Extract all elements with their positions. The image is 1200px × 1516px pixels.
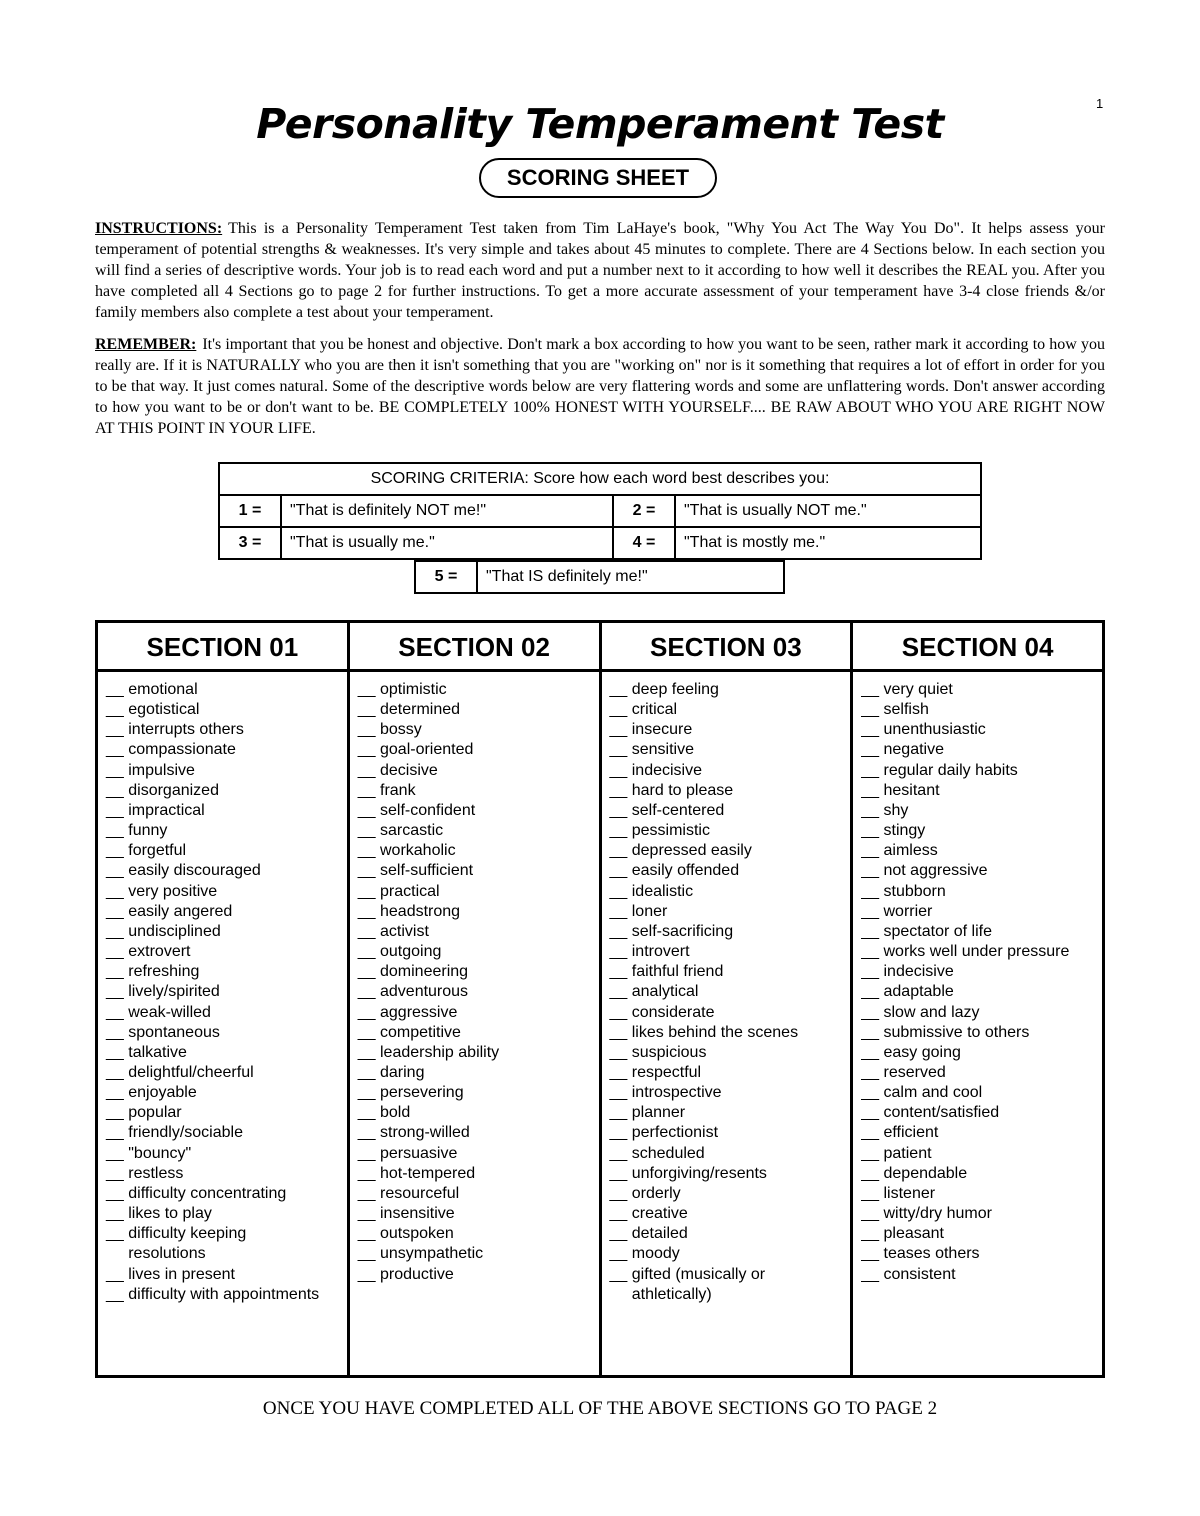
word-item: __ reserved <box>861 1063 946 1081</box>
word-item: __ forgetful <box>106 842 187 860</box>
word-item: __ aimless <box>861 842 938 860</box>
word-item: __ difficulty concentrating <box>106 1184 287 1202</box>
word-item: __ not aggressive <box>861 862 988 880</box>
word-item: __ practical <box>357 882 440 900</box>
criteria-row-1 <box>218 494 614 528</box>
word-item: __ optimistic <box>357 681 447 698</box>
word-item: __ decisive <box>357 761 438 779</box>
word-item: __ unforgiving/resents <box>609 1164 767 1182</box>
word-item: __ indecisive <box>861 963 954 981</box>
sections-table <box>95 620 1105 1378</box>
section-word-list <box>350 672 599 1285</box>
instructions-text: This is a Personality Temperament Test taken from Tim LaHaye's book, "Why You Act The Way You Do". It helps assess your temperament of potential strengths & weaknesses. It's very simple and takes about 45 minutes to complete. There are 4 Sections below. In each section you will find a series of descriptive words. Your job is to read each word and put a number next to it according to how well it describes the REAL you. After you have completed all 4 Sections go to page 2 for further instructions. To get a more accurate assessment of your temperament have 3-4 close friends &/or family members also complete a test about your temperament. <box>95 220 1105 321</box>
word-item: __ delightful/cheerful <box>106 1063 254 1081</box>
word-item: __ easily offended <box>609 862 740 880</box>
criteria-desc: "That IS definitely me!" <box>486 568 648 585</box>
word-item: __ goal-oriented <box>357 741 474 759</box>
word-item: __ deep feeling <box>609 681 719 698</box>
word-item: __ resourceful <box>357 1184 460 1202</box>
word-item: __ funny <box>106 822 168 840</box>
section-word-list <box>853 672 1102 1285</box>
criteria-desc: "That is definitely NOT me!" <box>290 502 487 519</box>
word-item: __ pessimistic <box>609 822 710 840</box>
word-item: __ self-sacrificing <box>609 922 734 940</box>
section-column <box>98 623 350 1375</box>
word-item: __ strong-willed <box>357 1124 470 1142</box>
word-item: __ content/satisfied <box>861 1104 1000 1122</box>
word-item: athletically) <box>609 1285 712 1303</box>
word-item: __ patient <box>861 1144 932 1162</box>
criteria-row-3 <box>218 526 614 560</box>
word-item: __ spectator of life <box>861 922 992 940</box>
word-item: __ respectful <box>609 1063 702 1081</box>
word-item: __ compassionate <box>106 741 236 759</box>
word-item: __ depressed easily <box>609 842 752 860</box>
criteria-desc: "That is usually me." <box>290 534 435 551</box>
word-item: __ lives in present <box>106 1265 235 1283</box>
word-item: __ hard to please <box>609 781 734 799</box>
section-title: SECTION 04 <box>853 623 1102 672</box>
word-item: __ enjoyable <box>106 1084 197 1102</box>
word-item: __ competitive <box>357 1023 461 1041</box>
page-number: 1 <box>1096 96 1104 111</box>
word-item: __ detailed <box>609 1225 688 1243</box>
word-item: __ easily angered <box>106 902 233 920</box>
word-item: __ stingy <box>861 822 926 840</box>
criteria-num: 3 = <box>220 528 282 558</box>
word-item: __ unsympathetic <box>357 1245 484 1263</box>
word-item: __ submissive to others <box>861 1023 1030 1041</box>
section-title: SECTION 02 <box>350 623 599 672</box>
word-item: __ hot-tempered <box>357 1164 476 1182</box>
word-item: __ moody <box>609 1245 680 1263</box>
page-title: Personality Temperament Test <box>256 100 944 148</box>
word-item: __ outspoken <box>357 1225 454 1243</box>
word-item: __ loner <box>609 902 668 920</box>
word-item: __ impulsive <box>106 761 195 779</box>
word-item: __ restless <box>106 1164 184 1182</box>
word-item: __ persevering <box>357 1084 464 1102</box>
word-item: __ planner <box>609 1104 686 1122</box>
word-item: __ likes to play <box>106 1205 212 1223</box>
word-item: __ regular daily habits <box>861 761 1018 779</box>
word-item: __ analytical <box>609 983 699 1001</box>
word-item: __ insensitive <box>357 1205 455 1223</box>
word-item: __ witty/dry humor <box>861 1205 992 1223</box>
word-item: __ dependable <box>861 1164 968 1182</box>
word-item: __ spontaneous <box>106 1023 220 1041</box>
section-title: SECTION 01 <box>98 623 347 672</box>
word-item: __ suspicious <box>609 1043 707 1061</box>
footer-instruction: ONCE YOU HAVE COMPLETED ALL OF THE ABOVE SECTIONS GO TO PAGE 2 <box>262 1398 938 1419</box>
word-item: __ insecure <box>609 721 693 739</box>
section-title: SECTION 03 <box>602 623 851 672</box>
word-item: __ calm and cool <box>861 1084 983 1102</box>
word-item: __ selfish <box>861 701 929 719</box>
section-column <box>853 623 1102 1375</box>
criteria-desc: "That is usually NOT me." <box>684 502 867 519</box>
word-item: resolutions <box>106 1245 206 1263</box>
word-item: __ idealistic <box>609 882 694 900</box>
criteria-row-2 <box>612 494 982 528</box>
word-item: __ refreshing <box>106 963 200 981</box>
word-item: __ headstrong <box>357 902 461 920</box>
word-item: __ lively/spirited <box>106 983 220 1001</box>
remember-paragraph <box>95 334 1105 439</box>
word-item: __ shy <box>861 801 909 819</box>
word-item: __ talkative <box>106 1043 187 1061</box>
word-item: __ "bouncy" <box>106 1144 192 1162</box>
word-item: __ egotistical <box>106 701 200 719</box>
scoring-sheet-badge: SCORING SHEET <box>479 158 717 198</box>
word-item: __ determined <box>357 701 461 719</box>
word-item: __ sarcastic <box>357 822 444 840</box>
word-item: __ pleasant <box>861 1225 944 1243</box>
section-column <box>350 623 602 1375</box>
word-item: __ workaholic <box>357 842 456 860</box>
word-item: __ difficulty keeping <box>106 1225 247 1243</box>
word-item: __ listener <box>861 1184 936 1202</box>
word-item: __ works well under pressure <box>861 943 1070 961</box>
word-item: __ outgoing <box>357 943 442 961</box>
word-item: __ friendly/sociable <box>106 1124 243 1142</box>
word-item: __ very positive <box>106 882 218 900</box>
word-item: __ likes behind the scenes <box>609 1023 799 1041</box>
word-item: __ negative <box>861 741 944 759</box>
instructions-paragraph <box>95 218 1105 323</box>
word-item: __ undisciplined <box>106 922 221 940</box>
word-item: __ considerate <box>609 1003 715 1021</box>
criteria-num: 5 = <box>416 562 478 592</box>
remember-text: It's important that you be honest and objective. Don't mark a box according to how you want to be seen, rather mark it according to how you really are. If it is NATURALLY who you are then it isn't something that you are "working on" nor is it something that requires a lot of effort in order for you to be that way. It just comes natural. Some of the descriptive words below are very flattering words and some are unflattering words. Don't answer according to how you want to be or don't want to be. BE COMPLETELY 100% HONEST WITH YOURSELF.... BE RAW ABOUT WHO YOU ARE RIGHT NOW AT THIS POINT IN YOUR LIFE. <box>95 336 1105 437</box>
criteria-row-5 <box>414 560 785 594</box>
remember-label: REMEMBER: <box>95 336 197 353</box>
word-item: __ scheduled <box>609 1144 705 1162</box>
word-item: __ domineering <box>357 963 469 981</box>
instructions-label: INSTRUCTIONS: <box>95 220 223 237</box>
word-item: __ weak-willed <box>106 1003 211 1021</box>
word-item: __ unenthusiastic <box>861 721 986 739</box>
word-item: __ easily discouraged <box>106 862 261 880</box>
criteria-num: 2 = <box>614 496 676 526</box>
word-item: __ activist <box>357 922 429 940</box>
criteria-desc: "That is mostly me." <box>684 534 826 551</box>
word-item: __ consistent <box>861 1265 956 1283</box>
word-item: __ introvert <box>609 943 690 961</box>
word-item: __ very quiet <box>861 681 953 698</box>
word-item: __ faithful friend <box>609 963 724 981</box>
word-item: __ creative <box>609 1205 688 1223</box>
word-item: __ gifted (musically or <box>609 1265 766 1283</box>
word-item: __ leadership ability <box>357 1043 500 1061</box>
word-item: __ bold <box>357 1104 411 1122</box>
criteria-num: 1 = <box>220 496 282 526</box>
word-item: __ impractical <box>106 801 205 819</box>
word-item: __ hesitant <box>861 781 940 799</box>
word-item: __ daring <box>357 1063 425 1081</box>
word-item: __ perfectionist <box>609 1124 719 1142</box>
word-item: __ indecisive <box>609 761 702 779</box>
word-item: __ sensitive <box>609 741 694 759</box>
word-item: __ introspective <box>609 1084 722 1102</box>
word-item: __ disorganized <box>106 781 219 799</box>
section-word-list <box>602 672 851 1305</box>
word-item: __ adventurous <box>357 983 469 1001</box>
criteria-num: 4 = <box>614 528 676 558</box>
word-item: __ persuasive <box>357 1144 458 1162</box>
section-column <box>602 623 854 1375</box>
word-item: __ orderly <box>609 1184 681 1202</box>
word-item: __ self-confident <box>357 801 476 819</box>
word-item: __ adaptable <box>861 983 954 1001</box>
word-item: __ stubborn <box>861 882 946 900</box>
word-item: __ critical <box>609 701 678 719</box>
word-item: __ worrier <box>861 902 933 920</box>
word-item: __ emotional <box>106 681 198 698</box>
word-item: __ difficulty with appointments <box>106 1285 320 1303</box>
section-word-list <box>98 672 347 1305</box>
criteria-row-4 <box>612 526 982 560</box>
word-item: __ bossy <box>357 721 422 739</box>
word-item: __ easy going <box>861 1043 961 1061</box>
word-item: __ extrovert <box>106 943 191 961</box>
word-item: __ self-centered <box>609 801 725 819</box>
word-item: __ slow and lazy <box>861 1003 980 1021</box>
word-item: __ interrupts others <box>106 721 244 739</box>
word-item: __ popular <box>106 1104 182 1122</box>
word-item: __ productive <box>357 1265 454 1283</box>
scoring-criteria-header: SCORING CRITERIA: Score how each word best describes you: <box>218 462 982 496</box>
word-item: __ self-sufficient <box>357 862 474 880</box>
word-item: __ frank <box>357 781 416 799</box>
word-item: __ efficient <box>861 1124 939 1142</box>
word-item: __ teases others <box>861 1245 980 1263</box>
word-item: __ aggressive <box>357 1003 458 1021</box>
